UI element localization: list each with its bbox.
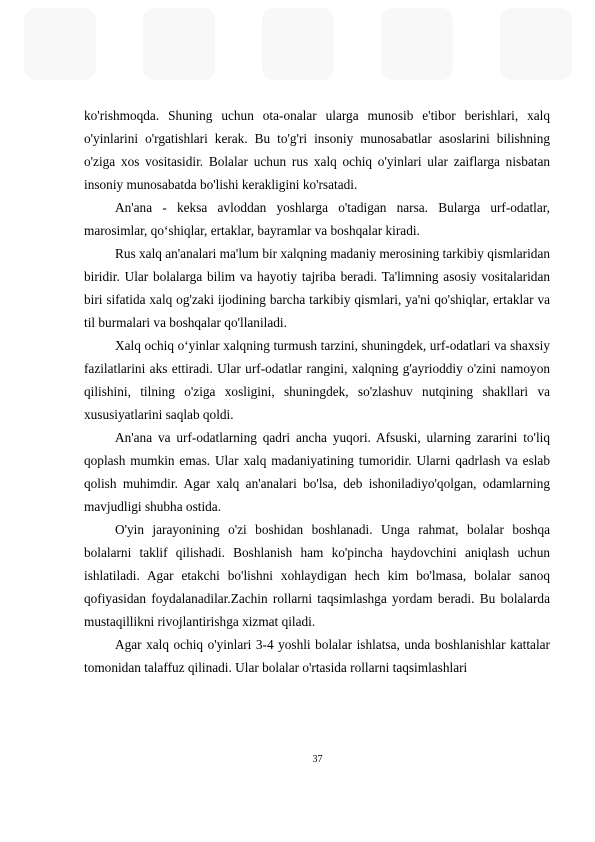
paragraph: An'ana va urf-odatlarning qadri ancha yuqori. Afsuski, ularning zararini to'liq qoplash mumkin emas. Ular xalq madaniyatining tumoridir. Ularni qadrlash va eslab qolish muhimdir. Agar xalq an'analari bo'lsa, deb ishoniladiyo'qolgan, odamlarning mavjudligi shubha ostida.	[84, 430, 550, 514]
watermark-mark	[262, 8, 334, 80]
watermark-mark	[381, 8, 453, 80]
paragraph: O'yin jarayonining o'zi boshidan boshlanadi. Unga rahmat, bolalar boshqa bolalarni taklif qilishadi. Boshlanish ham ko'pincha haydovchini aniqlash uchun ishlatiladi. Agar etakchi bo'lishni xohlaydigan hech kim bo'lmasa, bolalar sanoq qofiyasidan foydalanadilar.Zachin rollarni taqsimlashga yordam beradi. Bu bolalarda mustaqillikni rivojlantirishga xizmat qiladi.	[84, 522, 550, 629]
page-number: 37	[312, 754, 323, 765]
paragraph: Rus xalq an'analari ma'lum bir xalqning madaniy merosining tarkibiy qismlaridan biridir. Ular bolalarga bilim va hayotiy tajriba beradi. Ta'limning asosiy vositalaridan biri sifatida xalq og'zaki ijodining barcha tarkibiy qismlari, ya'ni qo'shiqlar, ertaklar va til burmalari va boshqalar qo'llaniladi.	[84, 246, 550, 330]
body-text	[84, 104, 550, 679]
paragraph: ko'rishmoqda. Shuning uchun ota-onalar ularga munosib e'tibor berishlari, xalq o'yinlarini o'rgatishlari kerak. Bu to'g'ri insoniy munosabatlar asoslarini bilishning o'ziga xos vositasidir. Bolalar uchun rus xalq ochiq o'yinlari ular zaiflarga nisbatan insoniy munosabatda bo'lishi kerakligini ko'rsatadi.	[84, 108, 550, 192]
watermark-mark	[143, 8, 215, 80]
watermark	[0, 8, 595, 80]
watermark-mark	[500, 8, 572, 80]
paragraph: Agar xalq ochiq o'yinlari 3-4 yoshli bolalar ishlatsa, unda boshlanishlar kattalar tomonidan talaffuz qilinadi. Ular bolalar o'rtasida rollarni taqsimlashlari	[84, 637, 550, 675]
watermark-mark	[24, 8, 96, 80]
paragraph: Xalq ochiq o‘yinlar xalqning turmush tarzini, shuningdek, urf-odatlari va shaxsiy fazilatlarini aks ettiradi. Ular urf-odatlar rangini, xalqning g'ayrioddiy o'zini namoyon qilishini, tilning o'ziga xosligini, shuningdek, so'zlashuv nutqining shakllari va xususiyatlarini saqlab qoldi.	[84, 338, 550, 422]
paragraph: An'ana - keksa avloddan yoshlarga o'tadigan narsa. Bularga urf-odatlar, marosimlar, qo‘shiqlar, ertaklar, bayramlar va boshqalar kiradi.	[84, 200, 550, 238]
